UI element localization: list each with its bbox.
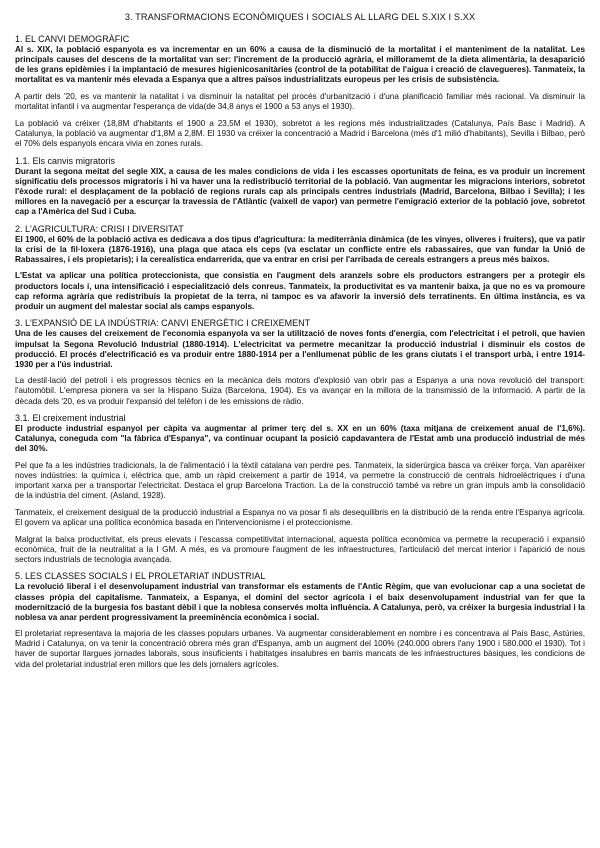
paragraph: La revolució liberal i el desenvolupament industrial van transformar els estaments de l'Antic Règim, que van evolucionar cap a una societat de classes pròpia del capitalisme. Tanmateix, a Espanya, el domini del sector agrícola i el baix desenvolupament industrial van fer que la modernització de la burgesia fos bastant dèbil i que la noblesa conservés molta influència. A Catalunya, però, va créixer la burgesia industrial i la noblesa va anar perdent progressivament la preeminència econòmica i social. [15,582,585,622]
paragraph: Pel que fa a les indústries tradicionals, la de l'alimentació i la tèxtil catalana van perdre pes. Tanmateix, la siderúrgica basca va créixer força. Van aparèixer noves indústries: la química i, elèctrica que, amb un ràpid creixement a partir de 1914, va permetre la construcció de centrals hidroelèctriques i d'una important xarxa per a transportar l'electricitat. Destaca el grup Barcelona Traction. La de la construcció també va rebre un gran impuls amb la consolidació de la indústria del ciment. (Asland, 1928). [15,460,585,501]
document-title: 3. TRANSFORMACIONS ECONÒMIQUES I SOCIALS AL LLARG DEL S.XIX I S.XX [124,12,476,22]
paragraph: Durant la segona meitat del segle XIX, a causa de les males condicions de vida i les escasses oportunitats de feina, es va produir un increment significatiu dels processos migratoris i hi va haver una la redistribució territorial de la població. Van augmentar les migracions interiors, sobretot l'èxode rural: el desplaçament de la població de regions rurals cap als principals centres industrials (Madrid, Barcelona, Bilbao i Sevilla); i les millores en la navegació per a escurçar la travessia de l'Atlàntic (vaixell de vapor) van permetre l'emigració exterior de la població jove, sobretot cap a l'Amèrica del Sud i Cuba. [15,166,585,216]
section-heading-migracions: 1.1. Els canvis migratoris [15,155,116,166]
paragraph: El proletariat representava la majoria de les classes populars urbanes. Va augmentar considerablement en nombre i es concentrava al País Basc, Astúries, Madrid i Catalunya, on va tenir la concentració obrera més gran d'Espanya, amb un augment del 100% (240.000 obrers l'any 1900 i 580.000 el 1930). Tot i haver de suportar llargues jornades laborals, sous insuficients i habitatges insalubres en barris mancats de les infraestructures bàsiques, les condicions de vida del proletariat industrial eren millors que les dels jornalers agrícoles. [15,629,585,669]
paragraph: A partir dels '20, es va mantenir la natalitat i va disminuir la natalitat pel procés d'urbanització i d'una planificació familiar més racional. Va disminuir la mortalitat infantil i va augmentar l'esperança de vida(de 34,8 anys el 1900 a 53 anys el 1930). [15,92,585,112]
paragraph: El producte industrial espanyol per càpita va augmentar al primer terç del s. XX en un 60% (taxa mitjana de creixement anual de l'1,6%). Catalunya, coneguda com "la fàbrica d'Espanya", va continuar ocupant la posició capdavantera de l'Estat amb una producció industrial de més del 30%. [15,424,585,454]
paragraph: La població va créixer (18,8M d'habitants el 1900 a 23,5M el 1930), sobretot a les regions més industrialitzades (Catalunya, País Basc i Madrid). A Catalunya, la població va augmentar d'1,8M a 2,8M. El 1930 va créixer la concentració a Madrid i Barcelona (més d'1 milió d'habitants), Sevilla i Bilbao, però el 70% dels espanyols encara vivia en zones rurals. [15,118,585,148]
section-heading-creixement: 3.1. El creixement industrial [15,413,126,424]
section-heading-agricultura: 2. L'AGRICULTURA: CRISI I DIVERSITAT [15,223,184,234]
paragraph: El 1900, el 60% de la població activa es dedicava a dos tipus d'agricultura: la mediterrània dinàmica (de les vinyes, oliveres i fruiters), que va patir la crisi de la fil·loxera (1876-1916), una plaga que ataca els ceps (va esclatar un conflicte entre els rabassaires, que van fundar la Unió de Rabassaires, i els propietaris); i la cerealística endarrerida, que va entrar en crisi per l'arribada de cereals estrangers a preus més baixos. [15,234,585,264]
paragraph: Tanmateix, el creixement desigual de la producció industrial a Espanya no va posar fi als desequilibris en la distribució de la renda entre l'Espanya agrícola. El govern va aplicar una política econòmica basada en l'intervencionisme i el proteccionisme. [15,507,585,527]
section-heading-classes-socials: 5. LES CLASSES SOCIALS I EL PROLETARIAT INDUSTRIAL [15,571,266,582]
paragraph: La destil·lació del petroli i els progressos tècnics en la mecànica dels motors d'explosió van obrir pas a Espanya a una nova revolució del transport: l'automòbil. L'empresa pionera va ser la Hispano Suiza (Barcelona, 1904). Es va avançar en la millora de la transmissió de la informació. A partir de la dècada dels '20, es va produir l'expansió del telèfon i de les emissions de ràdio. [15,376,585,406]
section-heading-industria: 3. L'EXPANSIÓ DE LA INDÚSTRIA: CANVI ENERGÈTIC I CREIXEMENT [15,318,311,329]
section-heading-demografia: 1. EL CANVI DEMOGRÀFIC [15,34,130,45]
paragraph: Una de les causes del creixement de l'economia espanyola va ser la utilització de noves fonts d'energia, com l'electricitat i el petroli, que havien impulsat la Segona Revolució Industrial (1880-1914). L'electricitat va permetre mecanitzar la producció industrial i disminuir els costos de producció. El procés d'electrificació es va produir entre 1880-1914 per a l'enllumenat públic de les grans ciutats i el transport urbà, i entre 1914-1930 per a l'ús industrial. [15,329,585,369]
paragraph: L'Estat va aplicar una política proteccionista, que consistia en l'augment dels aranzels sobre els productors estrangers per a protegir els productors locals i, una intensificació i especialització dels conreus. Tanmateix, la productivitat es va mantenir baixa, ja que no es va promoure cap reforma agrària que redistribuís la propietat de la terra, ni tampoc es va afavorir la inversió dels terratinents. En última instància, es va produir un augment del malestar social als camps espanyols. [15,271,585,311]
paragraph: Malgrat la baixa productivitat, els preus elevats i l'escassa competitivitat internacional, aquesta política econòmica va permetre la recuperació i expansió econòmica, fruit de la neutralitat a la I GM. A més, es va promoure l'augment de les infraestructures, l'articulació del mercat interior i l'aparició de nous sectors industrials de tecnologia avançada. [15,534,585,564]
paragraph: Al s. XIX, la població espanyola es va incrementar en un 60% a causa de la disminució de la mortalitat i el manteniment de la natalitat. Les principals causes del descens de la mortalitat van ser: l'increment de la producció agrària, el milloramemt de la dieta alimentària, la desaparició de les grans epidèmies i la implantació de mesures higienicosanitàries (control de la potabilitat de l'aigua i creació de clavegueres). Tanmateix, la mortalitat es va mantenir més elevada a Espanya que a altres països industrialitzats europeus per les crisis de subsistència. [15,45,585,85]
